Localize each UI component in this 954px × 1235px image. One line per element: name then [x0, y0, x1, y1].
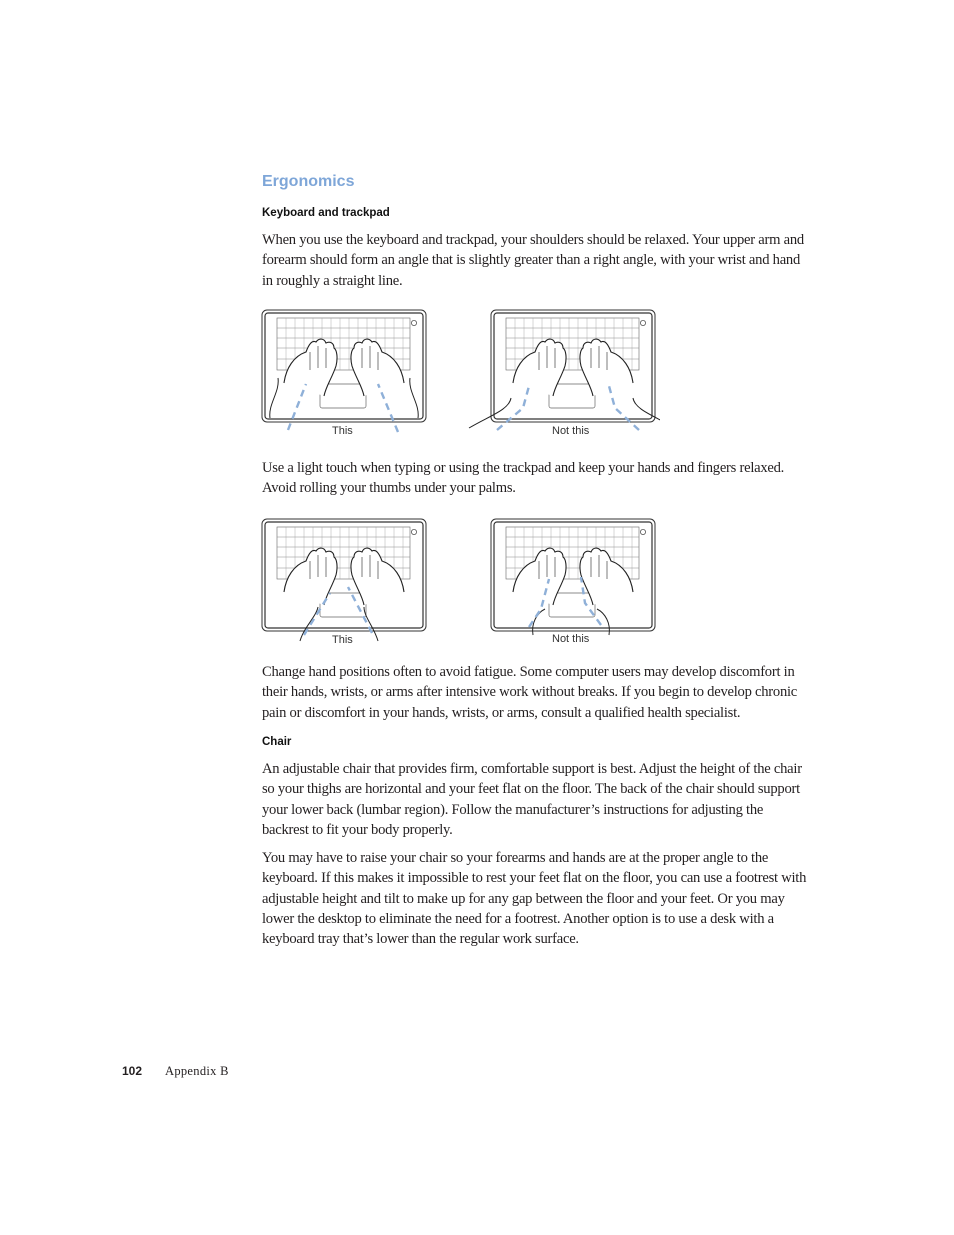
- thumb-posture-figure: [260, 517, 660, 649]
- paragraph-footrest: You may have to raise your chair so your forearms and hands are at the proper angle to the keyboard. If this makes it impossible to rest your feet flat on the floor, you can use a footrest with adjustable height and tilt to make up for any gap between the floor and your feet. Or you may lower the desktop to eliminate the need for a footrest. Another option is to use a desk with a keyboard tray that’s lower than the regular work surface.: [262, 850, 807, 948]
- thumb-good-caption: This: [332, 634, 353, 646]
- paragraph-hand-positions: Change hand positions often to avoid fatigue. Some computer users may develop discomfort in their hands, wrists, or arms after intensive work without breaks. If you begin to develop chronic pain or discomfort in your hands, wrists, or arms, consult a qualified health specialist.: [262, 664, 798, 721]
- page-number: 102: [122, 1064, 143, 1078]
- wrist-posture-figure: [260, 308, 660, 440]
- paragraph-light-touch: Use a light touch when typing or using the trackpad and keep your hands and fingers relaxed. Avoid rolling your thumbs under your palms.: [262, 460, 785, 497]
- wrist-bad-caption: Not this: [552, 425, 590, 437]
- wrist-good-caption: This: [332, 425, 353, 437]
- keyboard-trackpad-heading: Keyboard and trackpad: [262, 207, 390, 219]
- chair-heading: Chair: [262, 736, 292, 748]
- thumb-good-illustration: [262, 519, 426, 646]
- paragraph-chair: An adjustable chair that provides firm, comfortable support is best. Adjust the height of the chair so your thighs are horizontal and your feet flat on the floor. The back of the chair should support your lower back (lumbar region). Follow the manufacturer’s instructions for adjusting the backrest to fit your body properly.: [262, 761, 802, 838]
- thumb-bad-illustration: [491, 519, 655, 645]
- footer-label: Appendix B: [165, 1064, 229, 1078]
- section-title: Ergonomics: [262, 173, 355, 190]
- wrist-bad-illustration: [469, 310, 660, 437]
- wrist-good-illustration: [262, 310, 426, 437]
- paragraph-posture: When you use the keyboard and trackpad, your shoulders should be relaxed. Your upper arm and forearm should form an angle that is slightly greater than a right angle, with your wrist and hand in roughly a straight line.: [262, 232, 804, 289]
- thumb-bad-caption: Not this: [552, 633, 590, 645]
